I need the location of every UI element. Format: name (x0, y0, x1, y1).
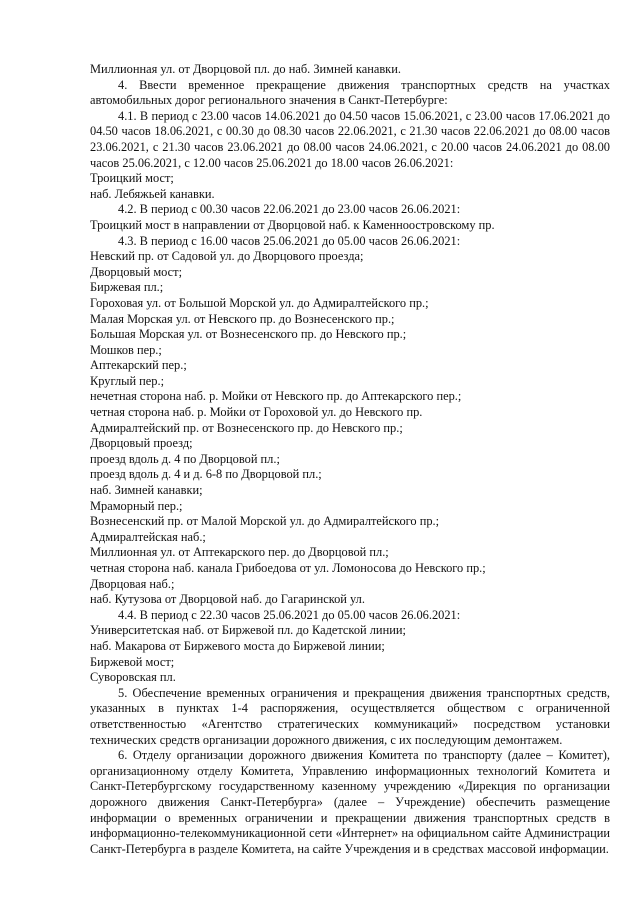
text-line: Миллионная ул. от Дворцовой пл. до наб. Зимней канавки. (90, 62, 401, 76)
list-item: Круглый пер.; (90, 373, 165, 388)
list-item: наб. Макарова от Биржевого моста до Биржевой линии; (90, 638, 385, 653)
list-item: Малая Морская ул. от Невского пр. до Вознесенского пр.; (90, 311, 395, 326)
list-item: четная сторона наб. р. Мойки от Гороховой ул. до Невского пр. (90, 405, 423, 420)
list-item: Суворовская пл. (90, 670, 176, 685)
paragraph-6: 6. Отделу организации дорожного движения Комитета по транспорту (далее – Комитет), организационному отделу Комитета, Управлению информационных технологий Комитета и Санкт-Петербургскому государственному казенному учреждению «Дирекция по организации дорожного движения Санкт-Петербурга» (далее – Учреждение) обеспечить размещение информации о временных ограничении и прекращении движения транспортных средств в информационно-телекоммуникационной сети «Интернет» на официальном сайте Администрации Санкт-Петербурга в разделе Комитета, на сайте Учреждения и в средствах массовой информации. (90, 748, 610, 856)
list-item: Большая Морская ул. от Вознесенского пр. до Невского пр.; (90, 327, 407, 342)
list-item: нечетная сторона наб. р. Мойки от Невского пр. до Аптекарского пер.; (90, 389, 462, 404)
list-item: Адмиралтейская наб.; (90, 529, 206, 544)
list-item: четная сторона наб. канала Грибоедова от ул. Ломоносова до Невского пр.; (90, 561, 486, 575)
list-item: Дворцовая наб.; (90, 576, 175, 591)
list-item: Дворцовый проезд; (90, 436, 193, 451)
paragraph-4-1: 4.1. В период с 23.00 часов 14.06.2021 до 04.50 часов 15.06.2021, с 23.00 часов 17.06.2021 до 04.50 часов 18.06.2021, с 00.30 до 08.30 часов 22.06.2021, с 21.30 часов 22.06.2021 до 08.00 часов 23.06.2021, с 21.30 часов 23.06.2021 до 08.00 часов 24.06.2021, с 20.00 часов 24.06.2021 до 08.00 часов 25.06.2021, с 12.00 часов 25.06.2021 до 18.00 часов 26.06.2021: (90, 108, 610, 170)
list-item: проезд вдоль д. 4 по Дворцовой пл.; (90, 451, 280, 466)
list-item: Дворцовый мост; (90, 264, 183, 279)
list-item: Биржевой мост; (90, 654, 175, 669)
list-item: Вознесенский пр. от Малой Морской ул. до Адмиралтейского пр.; (90, 514, 440, 529)
paragraph-4-2: 4.2. В период с 00.30 часов 22.06.2021 до 23.00 часов 26.06.2021: (118, 202, 461, 217)
list-item: Троицкий мост; (90, 171, 174, 186)
paragraph-4-3: 4.3. В период с 16.00 часов 25.06.2021 до 05.00 часов 26.06.2021: (118, 233, 461, 248)
paragraph-5: 5. Обеспечение временных ограничения и прекращения движения транспортных средств, указанных в пунктах 1-4 распоряжения, осуществляется обществом с ограниченной ответственностью «Агентство стратегических коммуникаций» посредством установки технических средств организации дорожного движения, с их последующим демонтажем. (90, 685, 610, 747)
list-item: Троицкий мост в направлении от Дворцовой наб. к Каменноостровскому пр. (90, 217, 495, 232)
list-item: наб. Кутузова от Дворцовой наб. до Гагаринской ул. (90, 592, 365, 607)
document-body (90, 62, 610, 857)
list-item: Миллионная ул. от Аптекарского пер. до Дворцовой пл.; (90, 545, 389, 560)
list-item: Аптекарский пер.; (90, 358, 187, 373)
paragraph-4: 4. Ввести временное прекращение движения транспортных средств на участках автомобильных дорог регионального значения в Санкт-Петербурге: (90, 77, 610, 108)
list-item: Университетская наб. от Биржевой пл. до Кадетской линии; (90, 623, 406, 638)
list-item: Невский пр. от Садовой ул. до Дворцового проезда; (90, 249, 364, 264)
list-item: наб. Зимней канавки; (90, 483, 203, 498)
list-item: Мраморный пер.; (90, 498, 183, 513)
list-item: Мошков пер.; (90, 342, 162, 357)
paragraph-4-4: 4.4. В период с 22.30 часов 25.06.2021 до 05.00 часов 26.06.2021: (118, 607, 461, 622)
list-item: проезд вдоль д. 4 и д. 6-8 по Дворцовой пл.; (90, 467, 322, 482)
list-item: Гороховая ул. от Большой Морской ул. до Адмиралтейского пр.; (90, 295, 429, 310)
list-item: наб. Лебяжьей канавки. (90, 186, 215, 201)
list-item: Адмиралтейский пр. от Вознесенского пр. до Невского пр.; (90, 420, 403, 435)
list-item: Биржевая пл.; (90, 280, 164, 295)
